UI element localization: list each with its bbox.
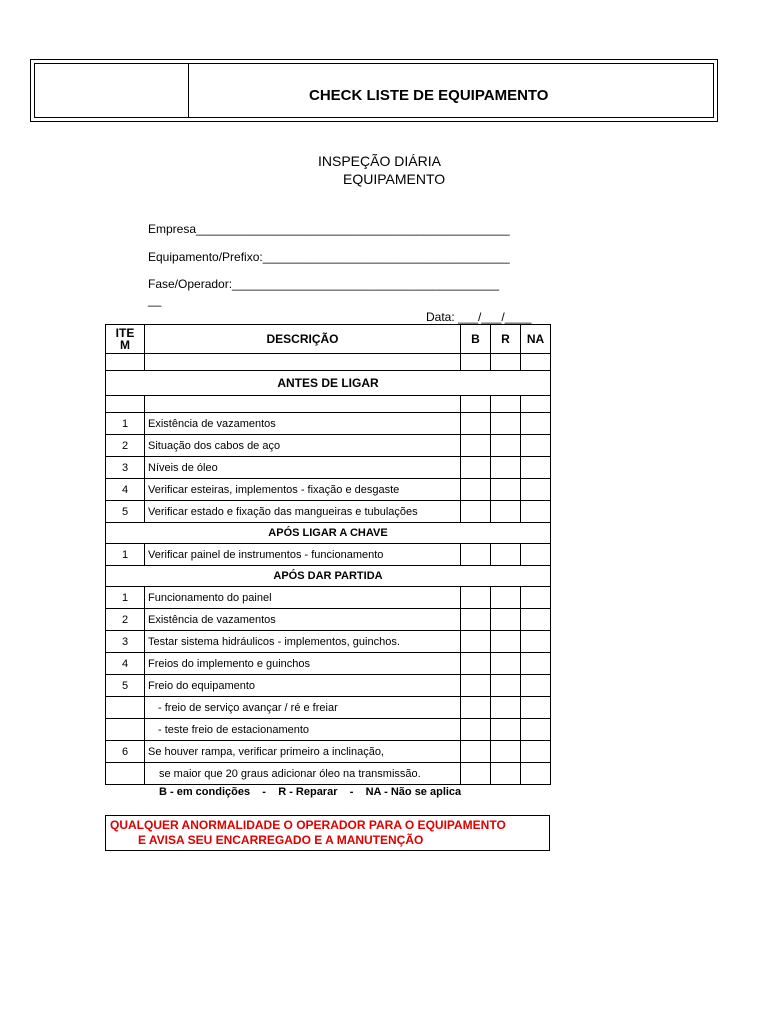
document-title: CHECK LISTE DE EQUIPAMENTO <box>309 87 549 104</box>
table-row <box>106 653 551 675</box>
item-number <box>106 719 145 741</box>
check-na-cell <box>521 354 551 371</box>
section-row <box>106 371 551 396</box>
item-description: se maior que 20 graus adicionar óleo na transmissão. <box>145 763 461 785</box>
item-description: Situação dos cabos de aço <box>145 435 461 457</box>
equipamento-field: Equipamento/Prefixo:_____________________________________ <box>148 250 510 264</box>
item-description: Existência de vazamentos <box>145 609 461 631</box>
header-b: B <box>461 325 491 354</box>
check-r-cell <box>491 354 521 371</box>
check-na-cell <box>521 479 551 501</box>
item-number <box>106 763 145 785</box>
table-row <box>106 587 551 609</box>
item-description: Se houver rampa, verificar primeiro a inclinação, <box>145 741 461 763</box>
item-cell <box>106 354 145 371</box>
date-field: Data: ___/___/____ <box>426 310 532 324</box>
warning-box <box>105 815 550 851</box>
header-r: R <box>491 325 521 354</box>
check-b-cell <box>461 479 491 501</box>
check-na-cell <box>521 719 551 741</box>
warning-line1: QUALQUER ANORMALIDADE O OPERADOR PARA O EQUIPAMENTO <box>110 818 506 832</box>
table-row <box>106 631 551 653</box>
table-row <box>106 719 551 741</box>
check-b-cell <box>461 741 491 763</box>
check-r-cell <box>491 396 521 413</box>
header-logo-divider <box>188 64 189 117</box>
check-b-cell <box>461 501 491 523</box>
item-description: Verificar esteiras, implementos - fixação e desgaste <box>145 479 461 501</box>
description-cell <box>145 396 461 413</box>
check-b-cell <box>461 763 491 785</box>
section-row <box>106 523 551 544</box>
legend: B - em condições - R - Reparar - NA - Não se aplica <box>159 786 462 798</box>
check-r-cell <box>491 413 521 435</box>
blank-row <box>106 396 551 413</box>
check-b-cell <box>461 354 491 371</box>
check-r-cell <box>491 544 521 566</box>
check-r-cell <box>491 763 521 785</box>
item-description: Freios do implemento e guinchos <box>145 653 461 675</box>
item-description: - freio de serviço avançar / ré e freiar <box>145 697 461 719</box>
item-number: 5 <box>106 675 145 697</box>
check-r-cell <box>491 653 521 675</box>
section-title: APÓS DAR PARTIDA <box>106 566 551 587</box>
item-number: 1 <box>106 587 145 609</box>
table-row <box>106 675 551 697</box>
check-b-cell <box>461 697 491 719</box>
section-title: APÓS LIGAR A CHAVE <box>106 523 551 544</box>
checklist-table <box>105 324 551 785</box>
section-title: ANTES DE LIGAR <box>106 371 551 396</box>
header-na: NA <box>521 325 551 354</box>
item-description: Funcionamento do painel <box>145 587 461 609</box>
check-na-cell <box>521 631 551 653</box>
table-row <box>106 457 551 479</box>
item-number: 3 <box>106 631 145 653</box>
check-b-cell <box>461 587 491 609</box>
check-r-cell <box>491 435 521 457</box>
check-r-cell <box>491 631 521 653</box>
fase-operador-field-continuation: __ <box>148 293 162 307</box>
header-descricao: DESCRIÇÃO <box>145 325 461 354</box>
check-r-cell <box>491 587 521 609</box>
item-description: Existência de vazamentos <box>145 413 461 435</box>
item-number: 5 <box>106 501 145 523</box>
check-b-cell <box>461 631 491 653</box>
table-row <box>106 501 551 523</box>
check-b-cell <box>461 396 491 413</box>
warning-line2: E AVISA SEU ENCARREGADO E A MANUTENÇÃO <box>138 833 424 847</box>
item-description: Verificar estado e fixação das mangueiras e tubulações <box>145 501 461 523</box>
check-r-cell <box>491 741 521 763</box>
check-r-cell <box>491 719 521 741</box>
item-number: 4 <box>106 653 145 675</box>
item-description: Verificar painel de instrumentos - funcionamento <box>145 544 461 566</box>
table-row <box>106 763 551 785</box>
check-na-cell <box>521 544 551 566</box>
item-number: 1 <box>106 544 145 566</box>
item-cell <box>106 396 145 413</box>
check-r-cell <box>491 675 521 697</box>
table-header-row <box>106 325 551 354</box>
header-inner-frame <box>34 63 714 118</box>
check-na-cell <box>521 697 551 719</box>
check-b-cell <box>461 544 491 566</box>
table-row <box>106 479 551 501</box>
check-r-cell <box>491 501 521 523</box>
check-na-cell <box>521 587 551 609</box>
header-frame <box>30 59 718 122</box>
check-na-cell <box>521 413 551 435</box>
check-na-cell <box>521 741 551 763</box>
check-r-cell <box>491 457 521 479</box>
check-r-cell <box>491 479 521 501</box>
item-description: Testar sistema hidráulicos - implementos, guinchos. <box>145 631 461 653</box>
check-b-cell <box>461 457 491 479</box>
check-na-cell <box>521 396 551 413</box>
check-na-cell <box>521 457 551 479</box>
item-number: 3 <box>106 457 145 479</box>
table-row <box>106 413 551 435</box>
table-row <box>106 741 551 763</box>
check-na-cell <box>521 435 551 457</box>
check-r-cell <box>491 609 521 631</box>
check-b-cell <box>461 413 491 435</box>
check-b-cell <box>461 653 491 675</box>
item-number: 2 <box>106 435 145 457</box>
check-b-cell <box>461 435 491 457</box>
item-number: 1 <box>106 413 145 435</box>
fase-operador-field: Fase/Operador:________________________________________ <box>148 277 499 291</box>
item-description: - teste freio de estacionamento <box>145 719 461 741</box>
header-item: ITE M <box>106 325 145 354</box>
subtitle-line2: EQUIPAMENTO <box>343 171 446 187</box>
table-row <box>106 435 551 457</box>
subtitle-line1: INSPEÇÃO DIÁRIA <box>318 153 441 169</box>
item-description: Níveis de óleo <box>145 457 461 479</box>
check-na-cell <box>521 609 551 631</box>
table-row <box>106 697 551 719</box>
check-r-cell <box>491 697 521 719</box>
check-b-cell <box>461 609 491 631</box>
check-na-cell <box>521 653 551 675</box>
item-number: 2 <box>106 609 145 631</box>
check-b-cell <box>461 719 491 741</box>
section-row <box>106 566 551 587</box>
check-b-cell <box>461 675 491 697</box>
check-na-cell <box>521 763 551 785</box>
item-number: 4 <box>106 479 145 501</box>
description-cell <box>145 354 461 371</box>
table-row <box>106 544 551 566</box>
check-na-cell <box>521 501 551 523</box>
table-row <box>106 609 551 631</box>
item-number <box>106 697 145 719</box>
empresa-field: Empresa_______________________________________________ <box>148 222 510 236</box>
blank-row <box>106 354 551 371</box>
check-na-cell <box>521 675 551 697</box>
item-description: Freio do equipamento <box>145 675 461 697</box>
item-number: 6 <box>106 741 145 763</box>
